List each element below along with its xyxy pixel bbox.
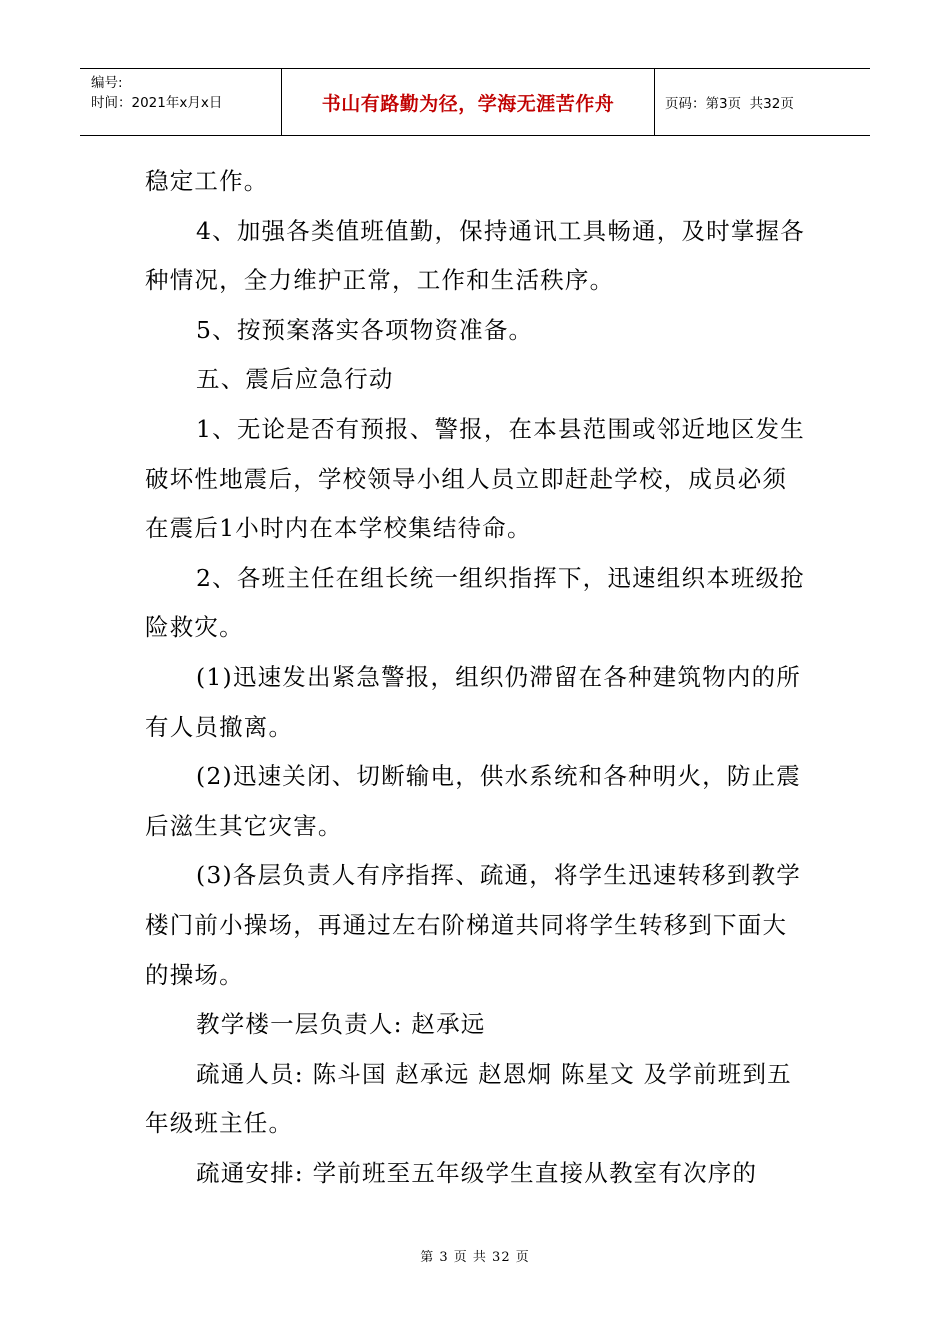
header-motto: 书山有路勤为径，学海无涯苦作舟 [282, 69, 655, 135]
section-heading: 五、震后应急行动 [196, 365, 394, 394]
paragraph: 稳定工作。 [145, 167, 269, 195]
paragraph: (1)迅速发出紧急警报，组织仍滞留在各种建筑物内的所有人员撤离。 [145, 662, 801, 741]
paragraph: 疏通安排: 学前班至五年级学生直接从教室有次序的 [196, 1158, 758, 1187]
page-footer: 第 3 页 共 32 页 [420, 1250, 530, 1265]
page-info-text: 页码：第3页 共32页 [665, 96, 794, 112]
document-number-label: 编号: [91, 75, 123, 91]
paragraph: 2、各班主任在组长统一组织指挥下，迅速组织本班级抢险救灾。 [145, 563, 805, 642]
header-page-info [655, 69, 870, 135]
document-body [145, 157, 805, 1198]
paragraph: 1、无论是否有预报、警报，在本县范围或邻近地区发生破坏性地震后，学校领导小组人员立即赶赴学校，成员必须在震后1小时内在本学校集结待命。 [145, 414, 805, 543]
page-header [80, 68, 870, 136]
paragraph: 5、按预案落实各项物资准备。 [196, 315, 534, 344]
paragraph: 4、加强各类值班值勤，保持通讯工具畅通，及时掌握各种情况，全力维护正常，工作和生活秩序。 [145, 216, 805, 295]
paragraph: 疏通人员: 陈斗国 赵承远 赵恩炯 陈星文 及学前班到五年级班主任。 [145, 1059, 792, 1138]
paragraph: 教学楼一层负责人: 赵承远 [196, 1010, 486, 1039]
document-time-label: 时间：2021年x月x日 [91, 95, 223, 111]
paragraph: (3)各层负责人有序指挥、疏通，将学生迅速转移到教学楼门前小操场，再通过左右阶梯道共同将学生转移到下面大的操场。 [145, 861, 801, 989]
header-meta [80, 69, 282, 135]
paragraph: (2)迅速关闭、切断输电，供水系统和各种明火，防止震后滋生其它灾害。 [145, 762, 801, 840]
